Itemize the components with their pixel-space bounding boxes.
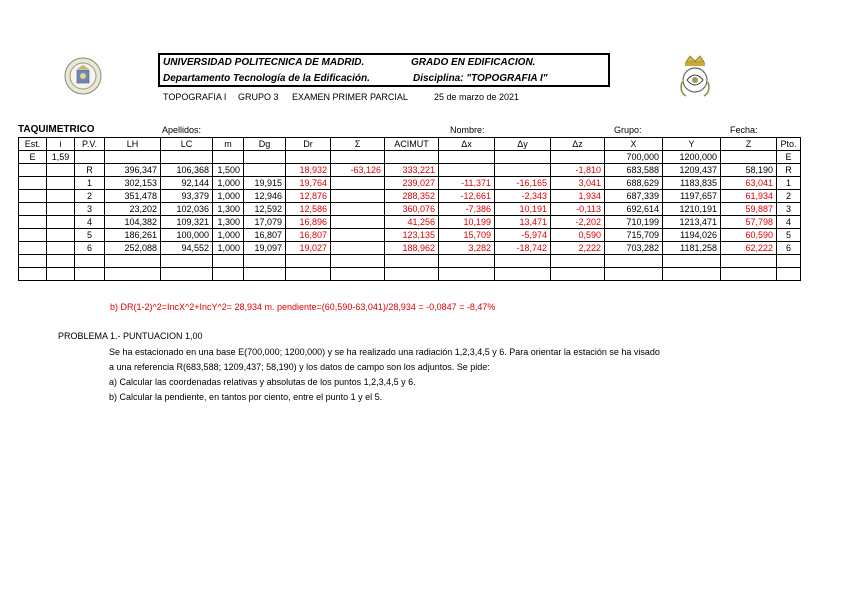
table-cell: 1,934 — [551, 190, 605, 203]
table-cell: 6 — [75, 242, 105, 255]
column-header: Δy — [495, 138, 551, 151]
table-cell — [244, 151, 286, 164]
table-cell — [19, 190, 47, 203]
table-cell: -18,742 — [495, 242, 551, 255]
table-row — [19, 255, 801, 268]
table-cell — [75, 151, 105, 164]
table-cell — [47, 242, 75, 255]
table-cell — [286, 268, 331, 281]
table-cell: 10,191 — [495, 203, 551, 216]
table-cell: 1,500 — [213, 164, 244, 177]
exam-date: 25 de marzo de 2021 — [434, 92, 520, 102]
form-title: TAQUIMETRICO — [18, 124, 95, 135]
table-cell: 2 — [777, 190, 801, 203]
table-cell — [19, 255, 47, 268]
table-cell: -2,202 — [551, 216, 605, 229]
table-cell: 1181,258 — [663, 242, 721, 255]
table-cell: 102,036 — [161, 203, 213, 216]
course-label: TOPOGRAFIA I — [163, 92, 227, 102]
table-cell: 23,202 — [105, 203, 161, 216]
table-cell: 109,321 — [161, 216, 213, 229]
table-cell: 4 — [75, 216, 105, 229]
table-cell: 19,764 — [286, 177, 331, 190]
table-cell: 15,709 — [439, 229, 495, 242]
table-cell: 1213,471 — [663, 216, 721, 229]
table-cell: 186,261 — [105, 229, 161, 242]
table-cell: E — [19, 151, 47, 164]
table-cell — [777, 255, 801, 268]
table-header-row — [19, 138, 801, 151]
table-cell: 188,962 — [385, 242, 439, 255]
table-row — [19, 190, 801, 203]
table-cell: 92,144 — [161, 177, 213, 190]
table-cell: 1209,437 — [663, 164, 721, 177]
group-number: GRUPO 3 — [238, 92, 279, 102]
table-cell — [47, 229, 75, 242]
table-cell — [47, 216, 75, 229]
table-cell: 12,946 — [244, 190, 286, 203]
table-cell — [331, 229, 385, 242]
table-cell — [331, 242, 385, 255]
problem-line-1: Se ha estacionado en una base E(700,000; 1200,000) y se ha realizado una radiación 1,2,3,4,5 y 6. Para orientar la estación se ha visado — [109, 347, 660, 357]
table-cell — [331, 216, 385, 229]
degree-name: GRADO EN EDIFICACION. — [411, 57, 536, 68]
table-cell: 94,552 — [161, 242, 213, 255]
table-cell — [551, 151, 605, 164]
table-cell — [19, 229, 47, 242]
table-cell — [47, 268, 75, 281]
table-cell — [244, 164, 286, 177]
table-cell: 1,000 — [213, 190, 244, 203]
problem-title: PROBLEMA 1.- PUNTUACION 1,00 — [58, 331, 203, 341]
table-cell: 58,190 — [721, 164, 777, 177]
table-cell — [385, 268, 439, 281]
table-cell: 123,135 — [385, 229, 439, 242]
problem-line-3: a) Calcular las coordenadas relativas y absolutas de los puntos 1,2,3,4,5 y 6. — [109, 377, 416, 387]
table-cell: 59,887 — [721, 203, 777, 216]
table-cell: 1,000 — [213, 177, 244, 190]
table-cell — [105, 255, 161, 268]
table-cell: 16,896 — [286, 216, 331, 229]
table-cell: 1,000 — [213, 229, 244, 242]
table-cell — [777, 268, 801, 281]
table-cell: 1,300 — [213, 216, 244, 229]
table-cell: E — [777, 151, 801, 164]
survey-table — [18, 137, 801, 281]
table-cell: 288,352 — [385, 190, 439, 203]
table-cell — [161, 255, 213, 268]
problem-line-2: a una referencia R(683,588; 1209,437; 58,190) y los datos de campo son los adjuntos. Se pide: — [109, 362, 490, 372]
table-cell — [605, 268, 663, 281]
table-cell: -12,661 — [439, 190, 495, 203]
table-cell: 12,592 — [244, 203, 286, 216]
table-cell — [331, 177, 385, 190]
table-cell — [551, 255, 605, 268]
table-cell — [721, 151, 777, 164]
table-cell — [47, 255, 75, 268]
table-cell: 2,222 — [551, 242, 605, 255]
discipline-name: Disciplina: "TOPOGRAFIA I" — [413, 73, 548, 84]
table-cell — [47, 203, 75, 216]
table-cell — [721, 255, 777, 268]
table-cell — [19, 177, 47, 190]
table-cell: 57,798 — [721, 216, 777, 229]
table-cell: 2 — [75, 190, 105, 203]
table-cell — [286, 255, 331, 268]
table-cell — [161, 268, 213, 281]
date-label: Fecha: — [730, 125, 758, 135]
table-cell: 5 — [75, 229, 105, 242]
table-row — [19, 164, 801, 177]
table-cell — [331, 268, 385, 281]
table-cell — [47, 164, 75, 177]
group-label: Grupo: — [614, 125, 642, 135]
table-cell: 19,915 — [244, 177, 286, 190]
table-cell: 19,027 — [286, 242, 331, 255]
table-cell: 18,932 — [286, 164, 331, 177]
table-cell: 104,382 — [105, 216, 161, 229]
column-header: LH — [105, 138, 161, 151]
table-cell — [495, 164, 551, 177]
table-cell: 3 — [777, 203, 801, 216]
slope-note: b) DR(1-2)^2=IncX^2+IncY^2= 28,934 m. pendiente=(60,590-63,041)/28,934 = -0,0847 = -8,47% — [110, 302, 496, 312]
table-row — [19, 268, 801, 281]
table-cell: 351,478 — [105, 190, 161, 203]
table-cell: 12,586 — [286, 203, 331, 216]
crest-logo — [676, 52, 714, 100]
table-cell — [19, 216, 47, 229]
column-header: Σ — [331, 138, 385, 151]
column-header: Dr — [286, 138, 331, 151]
table-cell: 1 — [75, 177, 105, 190]
table-cell: 700,000 — [605, 151, 663, 164]
table-cell: 1183,835 — [663, 177, 721, 190]
table-cell — [439, 151, 495, 164]
column-header: m — [213, 138, 244, 151]
table-row — [19, 177, 801, 190]
table-cell: 19,097 — [244, 242, 286, 255]
table-cell: 252,088 — [105, 242, 161, 255]
table-cell — [439, 268, 495, 281]
table-cell: 715,709 — [605, 229, 663, 242]
table-cell — [331, 190, 385, 203]
table-cell: 12,876 — [286, 190, 331, 203]
table-cell: 3,041 — [551, 177, 605, 190]
table-cell: 1194,026 — [663, 229, 721, 242]
table-cell — [105, 268, 161, 281]
table-cell: 63,041 — [721, 177, 777, 190]
table-cell: R — [75, 164, 105, 177]
table-cell: 1,59 — [47, 151, 75, 164]
table-cell: 61,934 — [721, 190, 777, 203]
table-cell — [495, 255, 551, 268]
table-cell — [605, 255, 663, 268]
table-cell: 1,300 — [213, 203, 244, 216]
table-cell: 683,588 — [605, 164, 663, 177]
table-cell — [663, 255, 721, 268]
table-cell: -7,386 — [439, 203, 495, 216]
table-cell: 688,629 — [605, 177, 663, 190]
surname-label: Apellidos: — [162, 125, 202, 135]
university-name: UNIVERSIDAD POLITECNICA DE MADRID. — [163, 57, 365, 68]
table-cell: 3 — [75, 203, 105, 216]
table-cell: 692,614 — [605, 203, 663, 216]
table-cell: 17,079 — [244, 216, 286, 229]
table-cell: 1197,657 — [663, 190, 721, 203]
table-cell: 1,000 — [213, 242, 244, 255]
table-cell: 239,027 — [385, 177, 439, 190]
table-cell — [439, 255, 495, 268]
table-cell — [495, 268, 551, 281]
table-cell: 5 — [777, 229, 801, 242]
table-cell: -16,165 — [495, 177, 551, 190]
column-header: P.V. — [75, 138, 105, 151]
column-header: Pto. — [777, 138, 801, 151]
table-cell: 10,199 — [439, 216, 495, 229]
table-cell: 4 — [777, 216, 801, 229]
table-cell — [663, 268, 721, 281]
table-cell: -5,974 — [495, 229, 551, 242]
table-cell — [19, 242, 47, 255]
table-cell — [721, 268, 777, 281]
table-cell: 1210,191 — [663, 203, 721, 216]
table-cell: 13,471 — [495, 216, 551, 229]
table-cell: -1,810 — [551, 164, 605, 177]
table-cell — [495, 151, 551, 164]
column-header: LC — [161, 138, 213, 151]
table-cell — [385, 255, 439, 268]
table-cell — [75, 255, 105, 268]
table-cell — [213, 255, 244, 268]
table-cell: -11,371 — [439, 177, 495, 190]
problem-line-4: b) Calcular la pendiente, en tantos por ciento, entre el punto 1 y el 5. — [109, 392, 383, 402]
column-header: ACIMUT — [385, 138, 439, 151]
table-row — [19, 242, 801, 255]
column-header: Est. — [19, 138, 47, 151]
table-row — [19, 203, 801, 216]
table-row — [19, 229, 801, 242]
table-cell: 100,000 — [161, 229, 213, 242]
table-cell: 333,221 — [385, 164, 439, 177]
table-cell — [19, 164, 47, 177]
table-cell — [331, 203, 385, 216]
table-cell: 93,379 — [161, 190, 213, 203]
table-cell — [161, 151, 213, 164]
table-cell: 1200,000 — [663, 151, 721, 164]
table-cell — [213, 268, 244, 281]
department-name: Departamento Tecnología de la Edificación. — [163, 73, 370, 84]
table-cell — [19, 203, 47, 216]
column-header: X — [605, 138, 663, 151]
table-cell: 1 — [777, 177, 801, 190]
table-cell: -2,343 — [495, 190, 551, 203]
table-cell: 703,282 — [605, 242, 663, 255]
column-header: Z — [721, 138, 777, 151]
table-cell: R — [777, 164, 801, 177]
table-cell: 302,153 — [105, 177, 161, 190]
table-cell: 396,347 — [105, 164, 161, 177]
table-cell: 687,339 — [605, 190, 663, 203]
table-cell — [439, 164, 495, 177]
table-cell — [385, 151, 439, 164]
table-cell — [19, 268, 47, 281]
column-header: Δz — [551, 138, 605, 151]
column-header: Δx — [439, 138, 495, 151]
exam-label: EXAMEN PRIMER PARCIAL — [292, 92, 408, 102]
table-cell: 16,807 — [286, 229, 331, 242]
table-cell: 106,368 — [161, 164, 213, 177]
column-header: Y — [663, 138, 721, 151]
name-label: Nombre: — [450, 125, 485, 135]
table-cell — [244, 255, 286, 268]
table-cell — [331, 151, 385, 164]
table-cell: -0,113 — [551, 203, 605, 216]
table-row — [19, 216, 801, 229]
table-cell — [286, 151, 331, 164]
column-header: Dg — [244, 138, 286, 151]
table-cell — [75, 268, 105, 281]
table-cell: 3,282 — [439, 242, 495, 255]
table-cell: 360,076 — [385, 203, 439, 216]
upm-seal-logo — [64, 57, 102, 95]
column-header: i — [47, 138, 75, 151]
table-cell: 62,222 — [721, 242, 777, 255]
table-cell: 710,199 — [605, 216, 663, 229]
table-cell: -63,126 — [331, 164, 385, 177]
table-cell: 16,807 — [244, 229, 286, 242]
table-cell — [244, 268, 286, 281]
table-cell — [47, 190, 75, 203]
table-cell — [105, 151, 161, 164]
table-cell — [551, 268, 605, 281]
table-cell: 6 — [777, 242, 801, 255]
table-cell — [331, 255, 385, 268]
table-row — [19, 151, 801, 164]
table-cell: 0,590 — [551, 229, 605, 242]
table-cell — [213, 151, 244, 164]
table-cell: 41,256 — [385, 216, 439, 229]
table-cell — [47, 177, 75, 190]
table-cell: 60,590 — [721, 229, 777, 242]
